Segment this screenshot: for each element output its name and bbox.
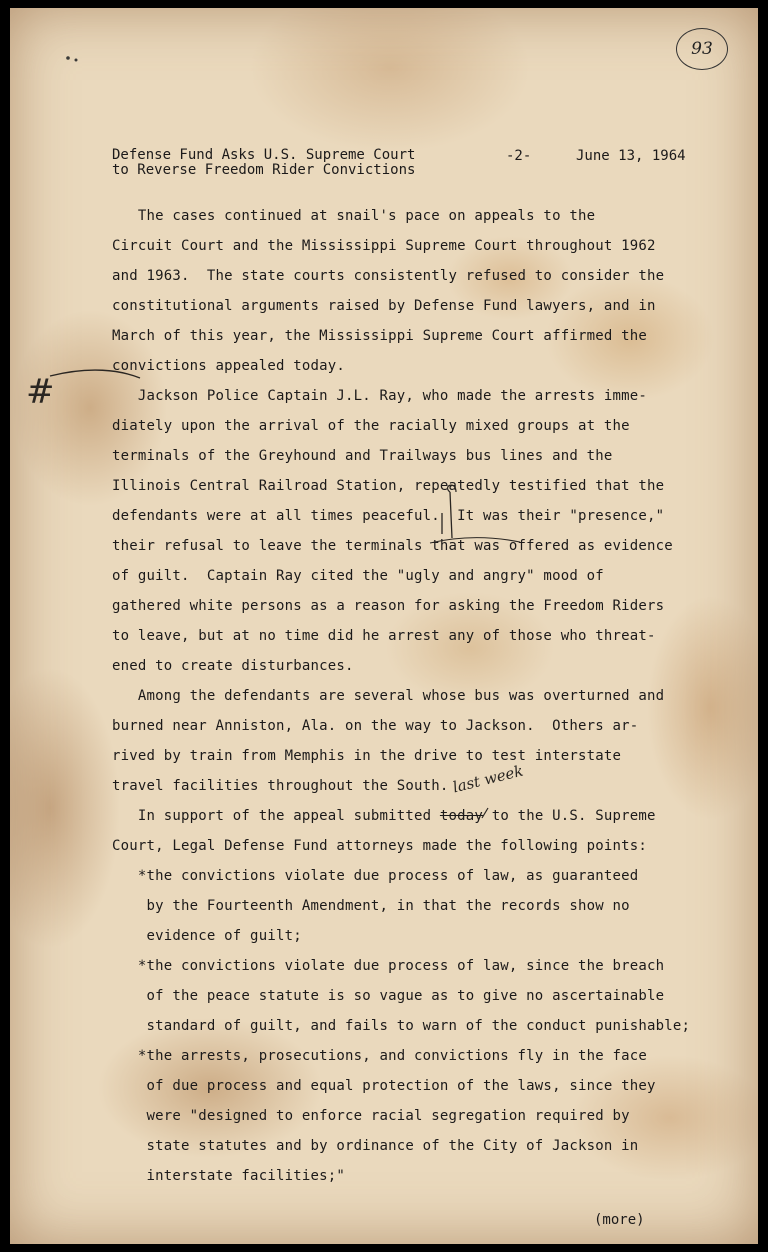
text-line: *the convictions violate due process of law, since the breach [112,958,665,974]
insertion-loop [448,485,456,492]
text-line: evidence of guilt; [112,928,302,944]
text-line: were "designed to enforce racial segregation required by [112,1108,630,1124]
struck-word: today [439,808,484,824]
text-line: Circuit Court and the Mississippi Supreme Court throughout 1962 [112,238,656,254]
text-line: of due process and equal protection of the laws, since they [112,1078,656,1094]
handwritten-insert: last week [450,761,526,797]
handwritten-annotations [10,8,758,1244]
text-line: of guilt. Captain Ray cited the "ugly and angry" mood of [112,568,604,584]
text-line: terminals of the Greyhound and Trailways bus lines and the [112,448,613,464]
text-line: constitutional arguments raised by Defense Fund lawyers, and in [112,298,656,314]
text-line: The cases continued at snail's pace on appeals to the [112,208,596,224]
text-line: travel facilities throughout the South. [112,778,449,794]
text-line: gathered white persons as a reason for asking the Freedom Riders [112,598,665,614]
text-line: convictions appealed today. [112,358,345,374]
punch-dot [75,59,78,62]
text-line: Court, Legal Defense Fund attorneys made the following points: [112,838,647,854]
text-line: Jackson Police Captain J.L. Ray, who made the arrests imme- [112,388,647,404]
title-line-1: Defense Fund Asks U.S. Supreme Court [112,147,416,163]
text-line: and 1963. The state courts consistently refused to consider the [112,268,665,284]
text-line: standard of guilt, and fails to warn of the conduct punishable; [112,1018,691,1034]
underline-stroke [430,538,520,543]
punch-dot [66,56,70,60]
text-line: state statutes and by ordinance of the City of Jackson in [112,1138,639,1154]
text-line: their refusal to leave the terminals that was offered as evidence [112,538,673,554]
text-line: Among the defendants are several whose bus was overturned and [112,688,665,704]
document-page [10,8,758,1244]
text-line: Illinois Central Railroad Station, repeatedly testified that the [112,478,665,494]
caret-mark [482,808,488,818]
text-line: *the convictions violate due process of law, as guaranteed [112,868,639,884]
paragraph-line [50,370,140,378]
paragraph-mark: # [26,372,55,412]
more-indicator: (more) [594,1212,645,1228]
text-line: to leave, but at no time did he arrest any of those who threat- [112,628,656,644]
page-number: -2- [506,148,532,164]
title-line-2: to Reverse Freedom Rider Convictions [112,162,416,178]
release-date: June 13, 1964 [576,148,686,164]
insertion-mark [442,492,452,538]
text-line: interstate facilities;" [112,1168,345,1184]
support-line-end: to the U.S. Supreme [483,808,656,824]
text-line: diately upon the arrival of the racially mixed groups at the [112,418,630,434]
text-line: burned near Anniston, Ala. on the way to Jackson. Others ar- [112,718,639,734]
text-line: ened to create disturbances. [112,658,354,674]
text-line: March of this year, the Mississippi Supreme Court affirmed the [112,328,647,344]
support-line-start: In support of the appeal submitted [112,808,440,824]
page-number-stamp: 93 [676,28,728,70]
text-line: of the peace statute is so vague as to give no ascertainable [112,988,665,1004]
text-line: rived by train from Memphis in the drive to test interstate [112,748,622,764]
text-line: defendants were at all times peaceful. It was their "presence," [112,508,665,524]
text-line: by the Fourteenth Amendment, in that the records show no [112,898,630,914]
text-line: *the arrests, prosecutions, and convictions fly in the face [112,1048,647,1064]
